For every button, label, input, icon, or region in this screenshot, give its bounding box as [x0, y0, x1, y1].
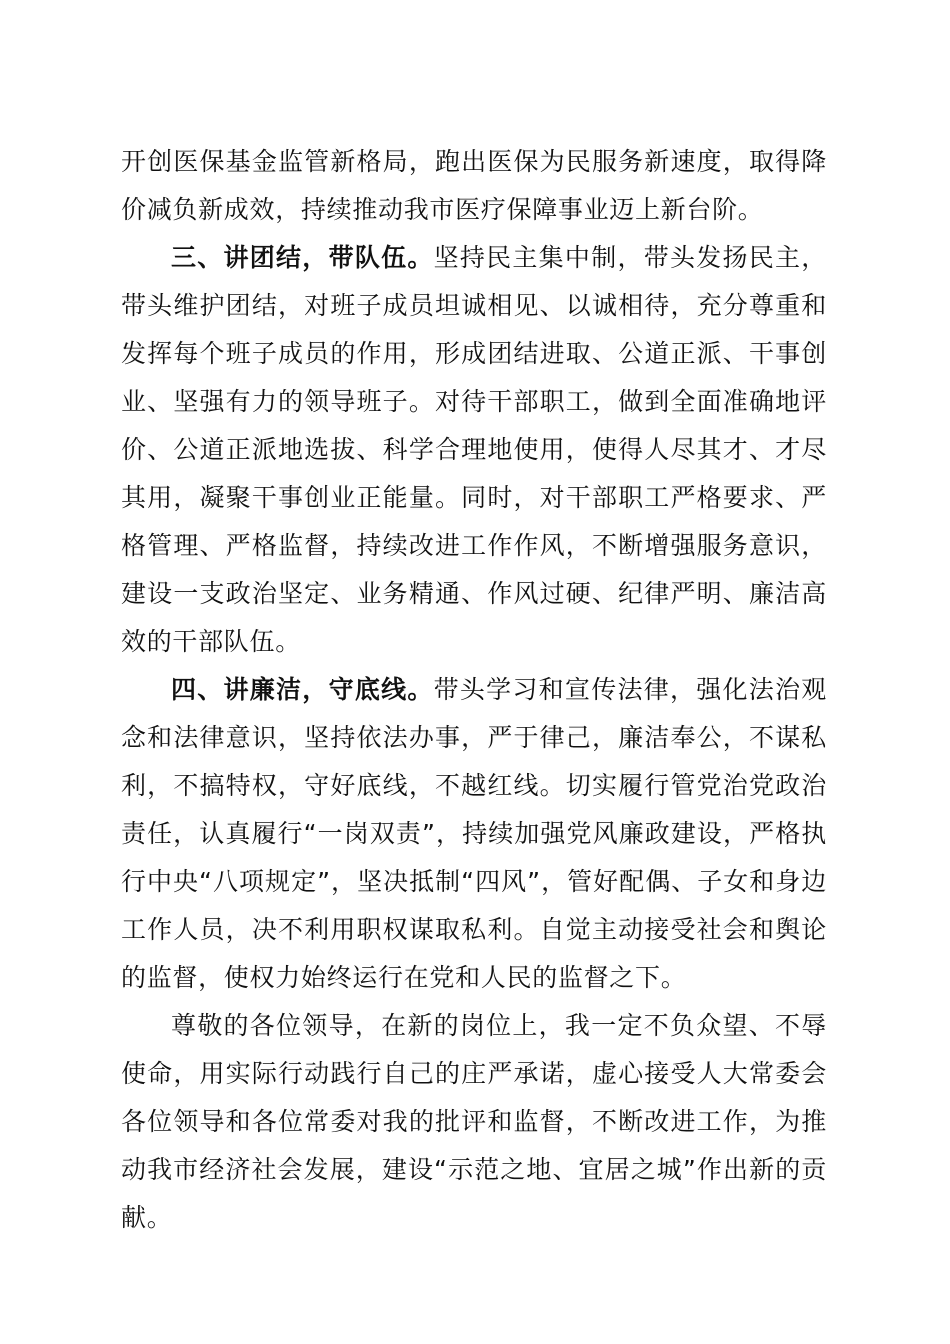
paragraph-text: 尊敬的各位领导，在新的岗位上，我一定不负众望、不辱使命，用实际行动践行自己的庄严承诺，虚心接受人大常委会各位领导和各位常委对我的批评和监督，不断改进工作，为推动我市经济社会发展，建设“示范之地、宜居之城”作出新的贡献。 — [121, 1011, 827, 1232]
paragraph-section-four — [121, 666, 827, 1002]
section-four-heading: 四、讲廉洁，守底线。 — [171, 675, 434, 704]
paragraph-text: 带头学习和宣传法律，强化法治观念和法律意识，坚持依法办事，严于律己，廉洁奉公，不谋私利，不搞特权，守好底线，不越红线。切实履行管党治党政治责任，认真履行“一岗双责”，持续加强党风廉政建设，严格执行中央“八项规定”，坚决抵制“四风”，管好配偶、子女和身边工作人员，决不利用职权谋取私利。自觉主动接受社会和舆论的监督，使权力始终运行在党和人民的监督之下。 — [121, 675, 827, 992]
section-three-heading: 三、讲团结，带队伍。 — [171, 243, 434, 272]
paragraph-text: 开创医保基金监管新格局，跑出医保为民服务新速度，取得降价减负新成效，持续推动我市医疗保障事业迈上新台阶。 — [121, 147, 827, 224]
paragraph-closing — [121, 1002, 827, 1242]
paragraph-continuation — [121, 138, 827, 234]
document-body — [121, 138, 827, 1242]
paragraph-text: 坚持民主集中制，带头发扬民主，带头维护团结，对班子成员坦诚相见、以诚相待，充分尊重和发挥每个班子成员的作用，形成团结进取、公道正派、干事创业、坚强有力的领导班子。对待干部职工，做到全面准确地评价、公道正派地选拔、科学合理地使用，使得人尽其才、才尽其用，凝聚干事创业正能量。同时，对干部职工严格要求、严格管理、严格监督，持续改进工作作风，不断增强服务意识，建设一支政治坚定、业务精通、作风过硬、纪律严明、廉洁高效的干部队伍。 — [121, 243, 827, 656]
paragraph-section-three — [121, 234, 827, 666]
